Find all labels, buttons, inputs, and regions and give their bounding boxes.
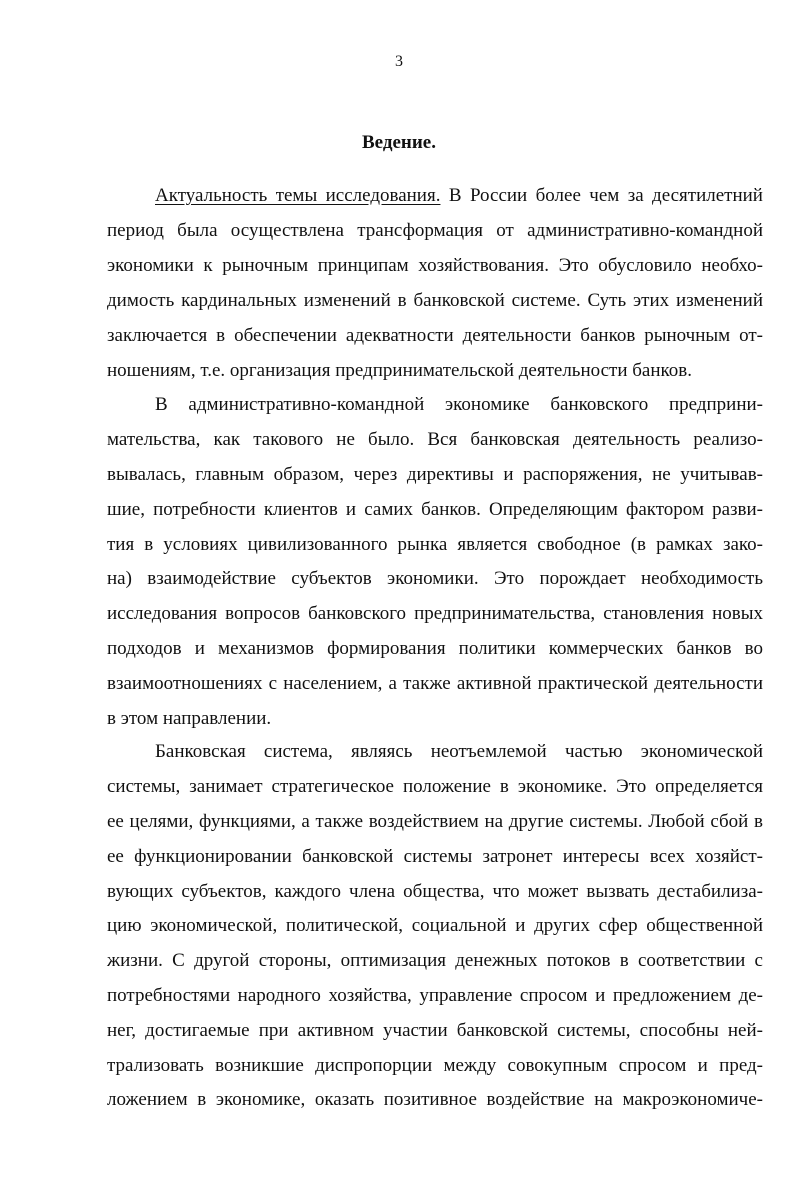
page-number: 3 bbox=[395, 53, 403, 70]
paragraph-3-line-6: цию экономической, политической, социальной и других сфер общественной bbox=[107, 915, 763, 936]
paragraph-3-line-9: нег, достигаемые при активном участии банковской системы, способны ней- bbox=[107, 1020, 763, 1041]
paragraph-1-line-5: заключается в обеспечении адекватности деятельности банков рыночным от- bbox=[107, 325, 763, 346]
paragraph-2-line-1: В административно-командной экономике банковского предприни- bbox=[155, 394, 763, 415]
paragraph-3-line-4: ее функционировании банковской системы затронет интересы всех хозяйст- bbox=[107, 846, 763, 867]
paragraph-3-line-7: жизни. С другой стороны, оптимизация денежных потоков в соответствии с bbox=[107, 950, 763, 971]
paragraph-2-line-4: шие, потребности клиентов и самих банков. Определяющим фактором разви- bbox=[107, 499, 763, 520]
paragraph-3-line-8: потребностями народного хозяйства, управление спросом и предложением де- bbox=[107, 985, 763, 1006]
paragraph-1-line-6: ношениям, т.е. организация предпринимательской деятельности банков. bbox=[107, 360, 693, 381]
paragraph-3-line-5: вующих субъектов, каждого члена общества, что может вызвать дестабилиза- bbox=[107, 881, 763, 902]
paragraph-2-line-8: подходов и механизмов формирования политики коммерческих банков во bbox=[107, 638, 763, 659]
section-heading: Ведение. bbox=[362, 132, 436, 153]
paragraph-3-line-11: ложением в экономике, оказать позитивное воздействие на макроэкономиче- bbox=[107, 1089, 763, 1110]
paragraph-3-line-10: трализовать возникшие диспропорции между совокупным спросом и пред- bbox=[107, 1055, 763, 1076]
paragraph-3-line-2: системы, занимает стратегическое положение в экономике. Это определяется bbox=[107, 776, 763, 797]
paragraph-2-line-9: взаимоотношениях с населением, а также активной практической деятельности bbox=[107, 673, 763, 694]
topic-relevance-label: Актуальность темы исследования. bbox=[155, 185, 441, 206]
paragraph-2-line-10: в этом направлении. bbox=[107, 708, 272, 729]
paragraph-3-line-1: Банковская система, являясь неотъемлемой частью экономической bbox=[155, 741, 763, 762]
paragraph-1-line-1 bbox=[155, 184, 763, 208]
paragraph-2-line-2: мательства, как такового не было. Вся банковская деятельность реализо- bbox=[107, 429, 763, 450]
paragraph-2-line-3: вывалась, главным образом, через директивы и распоряжения, не учитывав- bbox=[107, 464, 763, 485]
paragraph-2-line-5: тия в условиях цивилизованного рынка является свободное (в рамках зако- bbox=[107, 534, 763, 555]
paragraph-1-line-4: димость кардинальных изменений в банковской системе. Суть этих изменений bbox=[107, 290, 763, 311]
paragraph-1-line-2: период была осуществлена трансформация от административно-командной bbox=[107, 220, 763, 241]
paragraph-2-line-7: исследования вопросов банковского предпринимательства, становления новых bbox=[107, 603, 763, 624]
paragraph-2-line-6: на) взаимодействие субъектов экономики. Это порождает необходимость bbox=[107, 568, 763, 589]
line-text: В России более чем за десятилетний bbox=[440, 185, 763, 206]
paragraph-3-line-3: ее целями, функциями, а также воздействием на другие системы. Любой сбой в bbox=[107, 811, 763, 832]
paragraph-1-line-3: экономики к рыночным принципам хозяйствования. Это обусловило необхо- bbox=[107, 255, 763, 276]
